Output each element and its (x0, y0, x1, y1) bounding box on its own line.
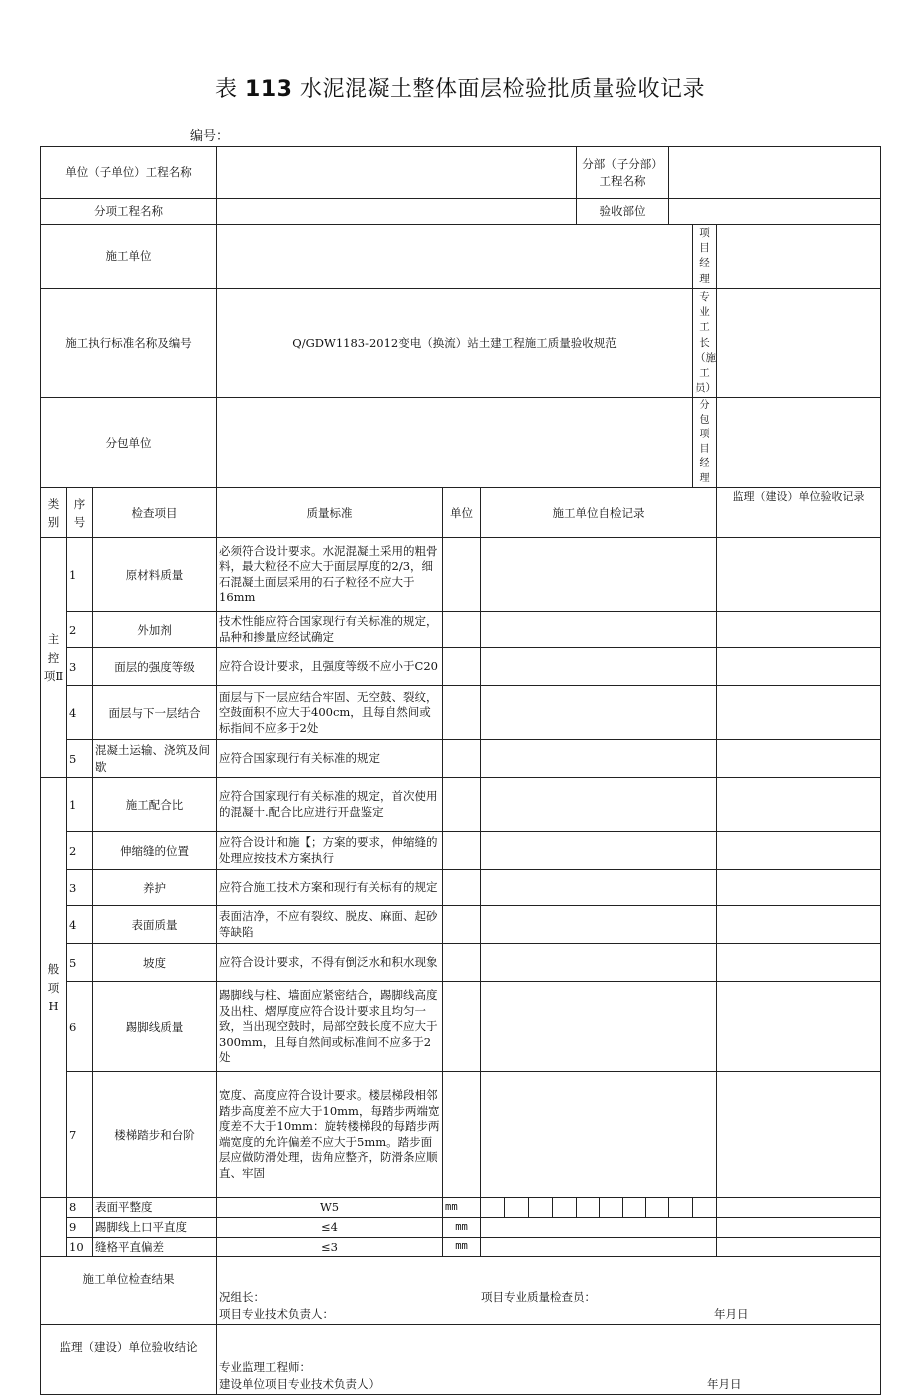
construction-check-label: 施工单位检查结果 (41, 1257, 217, 1325)
measure-cell[interactable] (481, 1198, 505, 1218)
foreman-value[interactable] (717, 288, 881, 398)
table-row (41, 612, 881, 648)
measure-cell[interactable] (600, 1198, 623, 1218)
row-item-name: 养护 (93, 870, 217, 906)
row-supervision[interactable] (717, 538, 881, 612)
sub-division-value[interactable] (669, 147, 881, 199)
construction-unit-value[interactable] (217, 225, 693, 289)
col-standard: 质量标准 (217, 488, 443, 538)
row-seq: 3 (67, 648, 93, 686)
row-supervision[interactable] (717, 778, 881, 832)
row-seq: 1 (67, 778, 93, 832)
date-label: 年月日 (707, 1376, 742, 1391)
row-supervision[interactable] (717, 648, 881, 686)
col-item: 检查项目 (93, 488, 217, 538)
row-item-name: 表面质量 (93, 906, 217, 944)
row-supervision[interactable] (717, 740, 881, 778)
row-seq: 10 (67, 1237, 93, 1257)
row-supervision[interactable] (717, 982, 881, 1072)
row-standard: 应符合设计要求，不得有倒泛水和积水现象 (217, 944, 443, 982)
row-item-name: 混凝土运输、浇筑及间歇 (93, 740, 217, 778)
sub-division-label: 分部（子分部）工程名称 (577, 147, 669, 199)
row-item-name: 伸缩缝的位置 (93, 832, 217, 870)
title-number: 113 (245, 77, 293, 102)
standard-value: Q/GDW1183-2012变电（换流）站土建工程施工质量验收规范 (217, 288, 693, 398)
row-item-name: 踢脚线质量 (93, 982, 217, 1072)
subcontractor-value[interactable] (217, 398, 693, 488)
row-self-check[interactable] (481, 648, 717, 686)
row-unit (443, 778, 481, 832)
row-unit (443, 832, 481, 870)
sub-item-label: 分项工程名称 (41, 199, 217, 225)
row-unit (443, 648, 481, 686)
header-row-construction (41, 225, 881, 289)
table-row (41, 1072, 881, 1198)
row-unit: mm (443, 1237, 481, 1257)
row-self-check[interactable] (481, 778, 717, 832)
row-self-check[interactable] (481, 832, 717, 870)
row-supervision[interactable] (717, 1072, 881, 1198)
general-category: 般项H (41, 778, 67, 1198)
unit-project-label: 单位（子单位）工程名称 (41, 147, 217, 199)
subcontractor-label: 分包单位 (41, 398, 217, 488)
row-seq: 5 (67, 944, 93, 982)
col-supervision: 监理（建设）单位验收记录 (717, 488, 881, 538)
row-self-check[interactable] (481, 686, 717, 740)
standard-label: 施工执行标准名称及编号 (41, 288, 217, 398)
measure-cell[interactable] (505, 1198, 529, 1218)
header-row-subcontractor (41, 398, 881, 488)
row-supervision[interactable] (717, 612, 881, 648)
row-item-name: 施工配合比 (93, 778, 217, 832)
row-supervision[interactable] (717, 686, 881, 740)
row-self-check[interactable] (481, 740, 717, 778)
quality-inspector-label: 项目专业质量检查员： (481, 1290, 597, 1305)
row-unit (443, 538, 481, 612)
title-prefix: 表 (215, 77, 238, 102)
row-standard: W5 (217, 1198, 443, 1218)
sub-project-manager-value[interactable] (717, 398, 881, 488)
sub-item-value[interactable] (217, 199, 577, 225)
construction-check-row (41, 1257, 881, 1325)
row-standard: 面层与下一层应结合牢固、无空鼓、裂纹，空鼓面积不应大于400cm，且每自然间或标指间不应多于2处 (217, 686, 443, 740)
row-item-name: 面层的强度等级 (93, 648, 217, 686)
table-row (41, 944, 881, 982)
sub-project-manager-label: 分包项目经理 (693, 398, 717, 488)
table-row (41, 740, 881, 778)
row-seq: 7 (67, 1072, 93, 1198)
measured-category (41, 1198, 67, 1257)
tech-lead-label: 项目专业技术负责人： (219, 1306, 335, 1321)
row-supervision[interactable] (717, 832, 881, 870)
acceptance-part-label: 验收部位 (577, 199, 669, 225)
row-supervision[interactable] (717, 1237, 881, 1257)
row-seq: 1 (67, 538, 93, 612)
measure-cell[interactable] (623, 1198, 646, 1218)
table-row (41, 778, 881, 832)
row-self-check[interactable] (481, 1072, 717, 1198)
table-row (41, 832, 881, 870)
row-seq: 2 (67, 612, 93, 648)
table-row (41, 982, 881, 1072)
col-self-check: 施工单位自检记录 (481, 488, 717, 538)
project-manager-value[interactable] (717, 225, 881, 289)
row-seq: 4 (67, 686, 93, 740)
row-item-name: 表面平整度 (93, 1198, 217, 1218)
row-standard: 应符合设计和施【；方案的要求，伸缩缝的处理应按技术方案执行 (217, 832, 443, 870)
measure-cell[interactable] (669, 1198, 693, 1218)
row-standard: ≤4 (217, 1218, 443, 1238)
row-standard: 宽度、高度应符合设计要求。楼层梯段相邻踏步高度差不应大于10mm，每踏步两端宽度差不大于10mm：旋转楼梯段的每踏步两端宽度的允许偏差不应大于5mm。踏步面层应做防滑处理，齿角应整齐，防滑条应顺直、牢固 (217, 1072, 443, 1198)
header-row-standard (41, 288, 881, 398)
table-row-measured (41, 1198, 881, 1218)
table-row (41, 906, 881, 944)
row-item-name: 坡度 (93, 944, 217, 982)
owner-tech-lead-label: 建设单位项目专业技术负责人） (219, 1376, 381, 1391)
row-item-name: 外加剂 (93, 612, 217, 648)
col-category: 类别 (41, 488, 67, 538)
row-standard: 表面洁净，不应有裂纹、脱皮、麻面、起砂等缺陷 (217, 906, 443, 944)
row-standard: 应符合设计要求，且强度等级不应小于C20 (217, 648, 443, 686)
row-seq: 5 (67, 740, 93, 778)
row-unit: mm (443, 1198, 481, 1218)
measure-cell[interactable] (646, 1198, 669, 1218)
construction-unit-label: 施工单位 (41, 225, 217, 289)
row-unit (443, 982, 481, 1072)
row-unit (443, 612, 481, 648)
row-item-name: 原材料质量 (93, 538, 217, 612)
supervision-conclusion-signature (217, 1325, 881, 1395)
row-unit (443, 944, 481, 982)
row-self-check[interactable] (481, 944, 717, 982)
row-item-name: 面层与下一层结合 (93, 686, 217, 740)
unit-project-value[interactable] (217, 147, 577, 199)
date-label: 年月日 (714, 1306, 749, 1321)
row-item-name: 楼梯踏步和台阶 (93, 1072, 217, 1198)
acceptance-part-value[interactable] (669, 199, 881, 225)
row-supervision[interactable] (717, 944, 881, 982)
row-standard: 应符合国家现行有关标准的规定，首次使用的混凝十.配合比应进行开盘鉴定 (217, 778, 443, 832)
row-item-name: 踢脚线上口平直度 (93, 1218, 217, 1238)
supervision-conclusion-row (41, 1325, 881, 1395)
row-seq: 6 (67, 982, 93, 1072)
supervisor-label: 专业监理工程师： (219, 1360, 312, 1375)
inspection-form-table (40, 146, 881, 1395)
col-unit: 单位 (443, 488, 481, 538)
row-supervision[interactable] (717, 906, 881, 944)
table-row (41, 538, 881, 612)
header-row-unit (41, 147, 881, 199)
row-standard: 应符合国家现行有关标准的规定 (217, 740, 443, 778)
serial-number-label: 编号： (190, 129, 230, 144)
title-text: 水泥混凝土整体面层检验批质量验收记录 (299, 77, 705, 102)
row-seq: 8 (67, 1198, 93, 1218)
row-seq: 9 (67, 1218, 93, 1238)
row-unit (443, 906, 481, 944)
row-unit (443, 870, 481, 906)
measure-cell[interactable] (693, 1198, 717, 1218)
row-supervision[interactable] (717, 1198, 881, 1218)
header-row-subitem (41, 199, 881, 225)
row-unit (443, 686, 481, 740)
row-standard: 技术性能应符合国家现行有关标准的规定，品种和掺量应经试确定 (217, 612, 443, 648)
supervision-conclusion-label: 监理（建设）单位验收结论 (41, 1325, 217, 1395)
measure-cell[interactable] (553, 1198, 577, 1218)
row-supervision[interactable] (717, 870, 881, 906)
column-header-row (41, 488, 881, 538)
table-row-measured (41, 1218, 881, 1238)
row-self-check[interactable] (481, 982, 717, 1072)
table-row-measured (41, 1237, 881, 1257)
row-self-check[interactable] (481, 870, 717, 906)
row-self-check[interactable] (481, 538, 717, 612)
row-standard: 踢脚线与柱、墙面应紧密结合，踢脚线高度及出柱、熠厚度应符合设计要求且均匀一致，当出现空鼓时，局部空鼓长度不应大于300mm，且每自然间或标准间不应多于2处 (217, 982, 443, 1072)
row-standard: ≤3 (217, 1237, 443, 1257)
row-standard: 必须符合设计要求。水泥混凝土采用的粗骨料，最大粒径不应大于面层厚度的2/3，细石混凝土面层采用的石子粒径不应大于16mm (217, 538, 443, 612)
row-standard: 应符合施工技术方案和现行有关标有的规定 (217, 870, 443, 906)
measure-cell[interactable] (529, 1198, 553, 1218)
table-row (41, 648, 881, 686)
row-self-check[interactable] (481, 1237, 717, 1257)
table-row (41, 686, 881, 740)
measure-cell[interactable] (577, 1198, 600, 1218)
main-control-category: 主控项Ⅱ (41, 538, 67, 778)
foreman-label: 专业工长（施工员） (693, 288, 717, 398)
row-item-name: 缝格平直偏差 (93, 1237, 217, 1257)
row-supervision[interactable] (717, 1218, 881, 1238)
row-unit (443, 740, 481, 778)
project-manager-label: 项目经理 (693, 225, 717, 289)
page-title (0, 72, 920, 103)
group-leader-label: 况组长： (219, 1290, 266, 1305)
row-self-check[interactable] (481, 1218, 717, 1238)
row-unit: mm (443, 1218, 481, 1238)
row-seq: 2 (67, 832, 93, 870)
row-seq: 4 (67, 906, 93, 944)
construction-check-signature (217, 1257, 881, 1325)
col-seq: 序号 (67, 488, 93, 538)
row-seq: 3 (67, 870, 93, 906)
row-unit (443, 1072, 481, 1198)
row-self-check[interactable] (481, 906, 717, 944)
row-self-check[interactable] (481, 612, 717, 648)
table-row (41, 870, 881, 906)
